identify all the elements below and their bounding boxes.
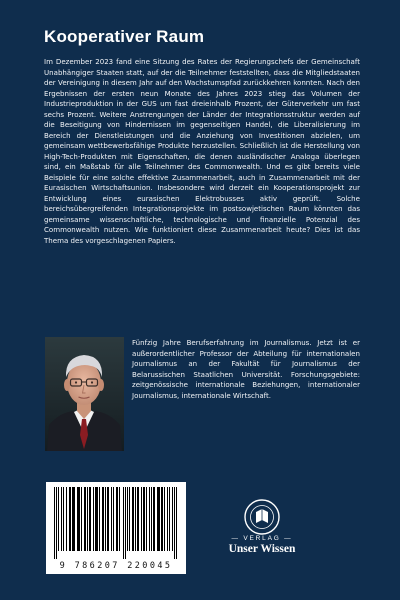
barcode-bar — [167, 487, 168, 551]
barcode-bar — [132, 487, 134, 551]
barcode-bar — [111, 487, 112, 551]
publisher-name: Unser Wissen — [228, 543, 296, 555]
author-biography: Fünfzig Jahre Berufserfahrung im Journalismus. Jetzt ist er außerordentlicher Professor der Abteilung für internationalen Journalismus an der Fakultät für Journalismus der Belarussischen Staatlichen Universität. Forschungsgebiete: zeitgenössische internationale Beziehungen, internationaler Journalismus, internationale Wirtschaft. — [132, 338, 360, 400]
barcode-bar — [116, 487, 118, 551]
barcode-bar — [72, 487, 75, 551]
barcode-bar — [161, 487, 163, 551]
barcode-bar — [56, 487, 57, 559]
barcode-bar — [129, 487, 130, 551]
barcode-bar — [137, 487, 139, 551]
barcode-bar — [151, 487, 152, 551]
barcode-bar — [164, 487, 165, 551]
barcode-bar — [89, 487, 91, 551]
barcode-bar — [81, 487, 82, 551]
barcode-bar — [77, 487, 80, 551]
barcode-bar — [61, 487, 62, 551]
barcode-bar — [58, 487, 59, 551]
barcode-bar — [87, 487, 88, 551]
publisher-logo-icon — [227, 497, 297, 569]
barcode-bar — [54, 487, 55, 559]
barcode-bar — [146, 487, 147, 551]
barcode-bar — [153, 487, 155, 551]
barcode-bar — [69, 487, 71, 551]
barcode-bar — [95, 487, 98, 551]
barcode-bar — [135, 487, 136, 551]
barcode-bar — [63, 487, 64, 551]
book-title: Kooperativer Raum — [44, 27, 205, 46]
barcode-bar — [149, 487, 150, 551]
barcode-bar — [99, 487, 100, 551]
barcode-bar — [113, 487, 114, 551]
barcode-bar — [174, 487, 175, 559]
barcode-bar — [141, 487, 142, 551]
barcode-bar — [172, 487, 173, 551]
barcode-bar — [93, 487, 94, 551]
barcode-bars — [52, 487, 180, 559]
barcode-bar — [102, 487, 104, 551]
barcode-bar — [125, 487, 126, 559]
book-description: Im Dezember 2023 fand eine Sitzung des Rates der Regierungschefs der Gemeinschaft Unabhängiger Staaten statt, auf der die Teilnehmer feststellten, dass die Mitgliedstaaten der Vereinigung in diesem Jahr auf den Wachstumspfad zurückkehren konnten. Nach den Ergebnissen der ersten neun Monate des Jahres 2023 stieg das Volumen der Industrieproduktion in der GUS um fast dreieinhalb Prozent, der Güterverkehr um fast sechs Prozent. Weitere Anstrengungen der Länder der Integrationsstruktur werden auf die Beseitigung von Hindernissen im gegenseitigen Handel, die Liberalisierung im Bereich der Dienstleistungen und die Anziehung von Investitionen abzielen, um gemeinsam wettbewerbsfähige Produkte herzustellen. Schließlich ist die Herstellung von High-Tech-Produkten mit Eigenschaften, die denen ausländischer Analoga überlegen sind, ein Maßstab für alle Teilnehmer des Commonwealth. Und es gibt bereits viele Beispiele für eine solche effektive Zusammenarbeit, auch in Zusammenarbeit mit der Eurasischen Wirtschaftsunion. Insbesondere wird derzeit ein Kooperationsprojekt zur Entwicklung eines eurasischen Elektrobusses aktiv geprüft. Solche bereichsübergreifenden Integrationsprojekte im postsowjetischen Raum könnten das gemeinsame wissenschaftliche, technologische und finanzielle Potenzial des Commonwealth nutzen. Wie funktioniert diese Zusammenarbeit heute? Dies ist das Thema des vorgeschlagenen Papiers. — [44, 57, 360, 245]
author-photo — [45, 337, 124, 451]
barcode-bar — [119, 487, 120, 551]
publisher-verlag-label: — VERLAG — — [231, 535, 293, 542]
barcode-bar — [105, 487, 106, 551]
barcode-bar — [157, 487, 160, 551]
barcode-bar — [176, 487, 177, 559]
barcode-bar — [84, 487, 86, 551]
isbn-number: 9 786207 220045 — [59, 561, 173, 571]
barcode-bar — [127, 487, 128, 551]
barcode-bar — [123, 487, 124, 559]
barcode-bar — [66, 487, 67, 551]
barcode-bar — [169, 487, 170, 551]
barcode-bar — [143, 487, 145, 551]
isbn-barcode — [46, 482, 186, 574]
barcode-bar — [107, 487, 109, 551]
